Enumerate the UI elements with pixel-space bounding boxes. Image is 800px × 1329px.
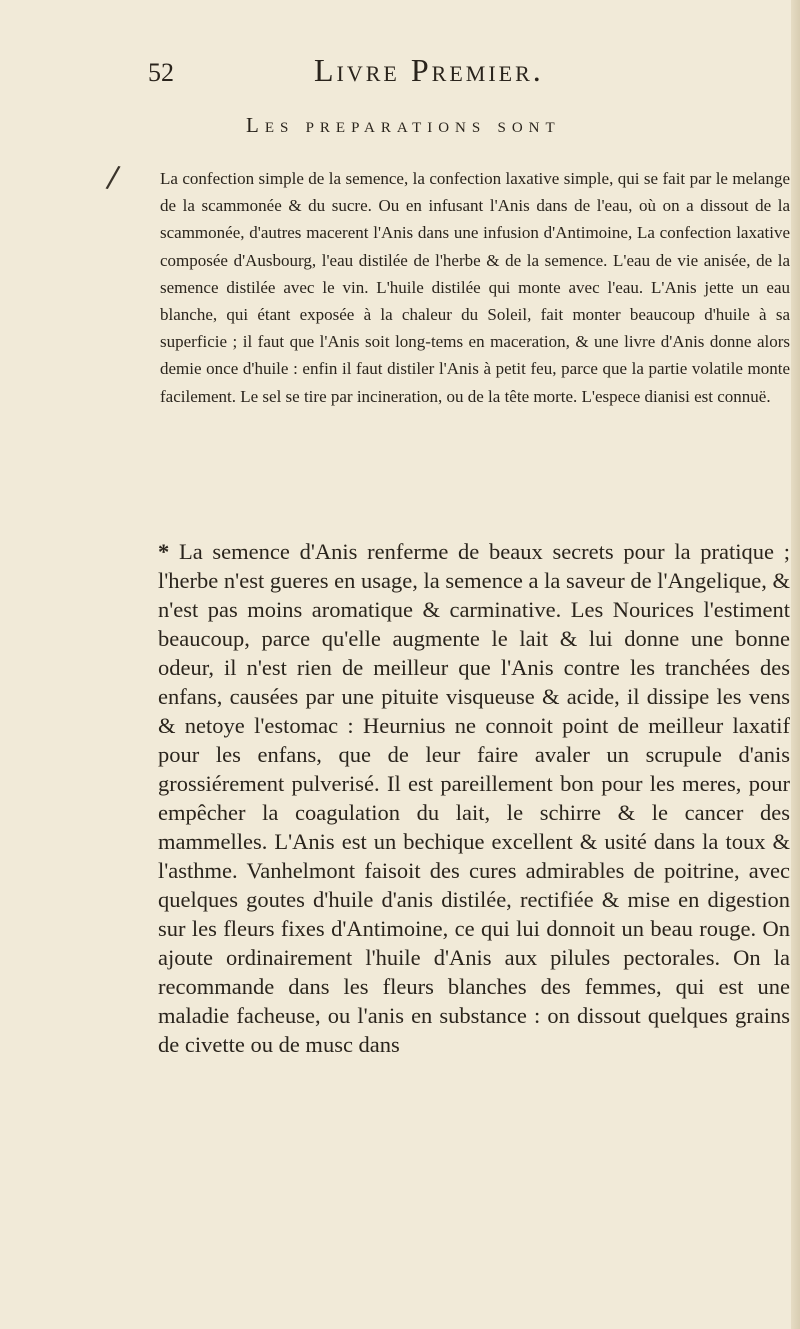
section-heading: Les preparations sont	[246, 113, 561, 137]
preparations-text: La confection simple de la semence, la confection laxative simple, qui se fait par le melange de la scammonée & du sucre. Ou en infusant l'Anis dans de l'eau, où on a dissout de la scammonée, d'autres macerent l'Anis dans une infusion d'Antimoine, La confection laxative composée d'Ausbourg, l'eau distilée de l'herbe & de la semence. L'eau de vie anisée, de la semence distilée avec le vin. L'huile distilée qui monte avec l'eau. L'Anis jette un eau blanche, qui étant exposée à la chaleur du Soleil, fait monter beaucoup d'huile à sa superficie ; il faut que l'Anis soit long-tems en maceration, & une livre d'Anis donne alors demie once d'huile : enfin il faut distiler l'Anis à petit feu, parce que la partie volatile monte facilement. Le sel se tire par incineration, ou de la tête morte. L'espece dianisi est connuë.	[160, 169, 790, 406]
preparations-paragraph	[160, 165, 790, 410]
page-header	[148, 52, 688, 92]
footnote-asterisk: *	[158, 539, 170, 564]
commentary-body: La semence d'Anis renferme de beaux secrets pour la pratique ; l'herbe n'est gueres en usage, la semence a la saveur de l'Angelique, & n'est pas moins aromatique & carminative. Les Nourices l'estiment beaucoup, parce qu'elle augmente le lait & lui donne une bonne odeur, il n'est rien de meilleur que l'Anis contre les tranchées des enfans, causées par une pituite visqueuse & acide, il dissipe les vens & netoye l'estomac : Heurnius ne connoit point de meilleur laxatif pour les enfans, que de leur faire avaler un scrupule d'anis grossiérement pulverisé. Il est pareillement bon pour les meres, pour empêcher la coagulation du lait, le schirre & le cancer des mammelles. L'Anis est un bechique excellent & usité dans la toux & l'asthme. Vanhelmont faisoit des cures admirables de poitrine, avec quelques goutes d'huile d'anis distilée, rectifiée & mise en digestion sur les fleurs fixes d'Antimoine, ce qui lui donnoit un beau rouge. On ajoute ordinairement l'huile d'Anis aux pilules pectorales. On la recommande dans les fleurs blanches des femmes, qui est une maladie facheuse, ou l'anis en substance : on dissout quelques grains de civette ou de musc dans	[158, 539, 790, 1057]
commentary-paragraph	[158, 537, 790, 1059]
page-edge	[791, 0, 800, 1329]
margin-slash-mark: /	[104, 159, 122, 196]
page-number: 52	[148, 58, 174, 87]
commentary-text	[158, 537, 790, 1059]
running-title: Livre Premier.	[314, 52, 544, 88]
